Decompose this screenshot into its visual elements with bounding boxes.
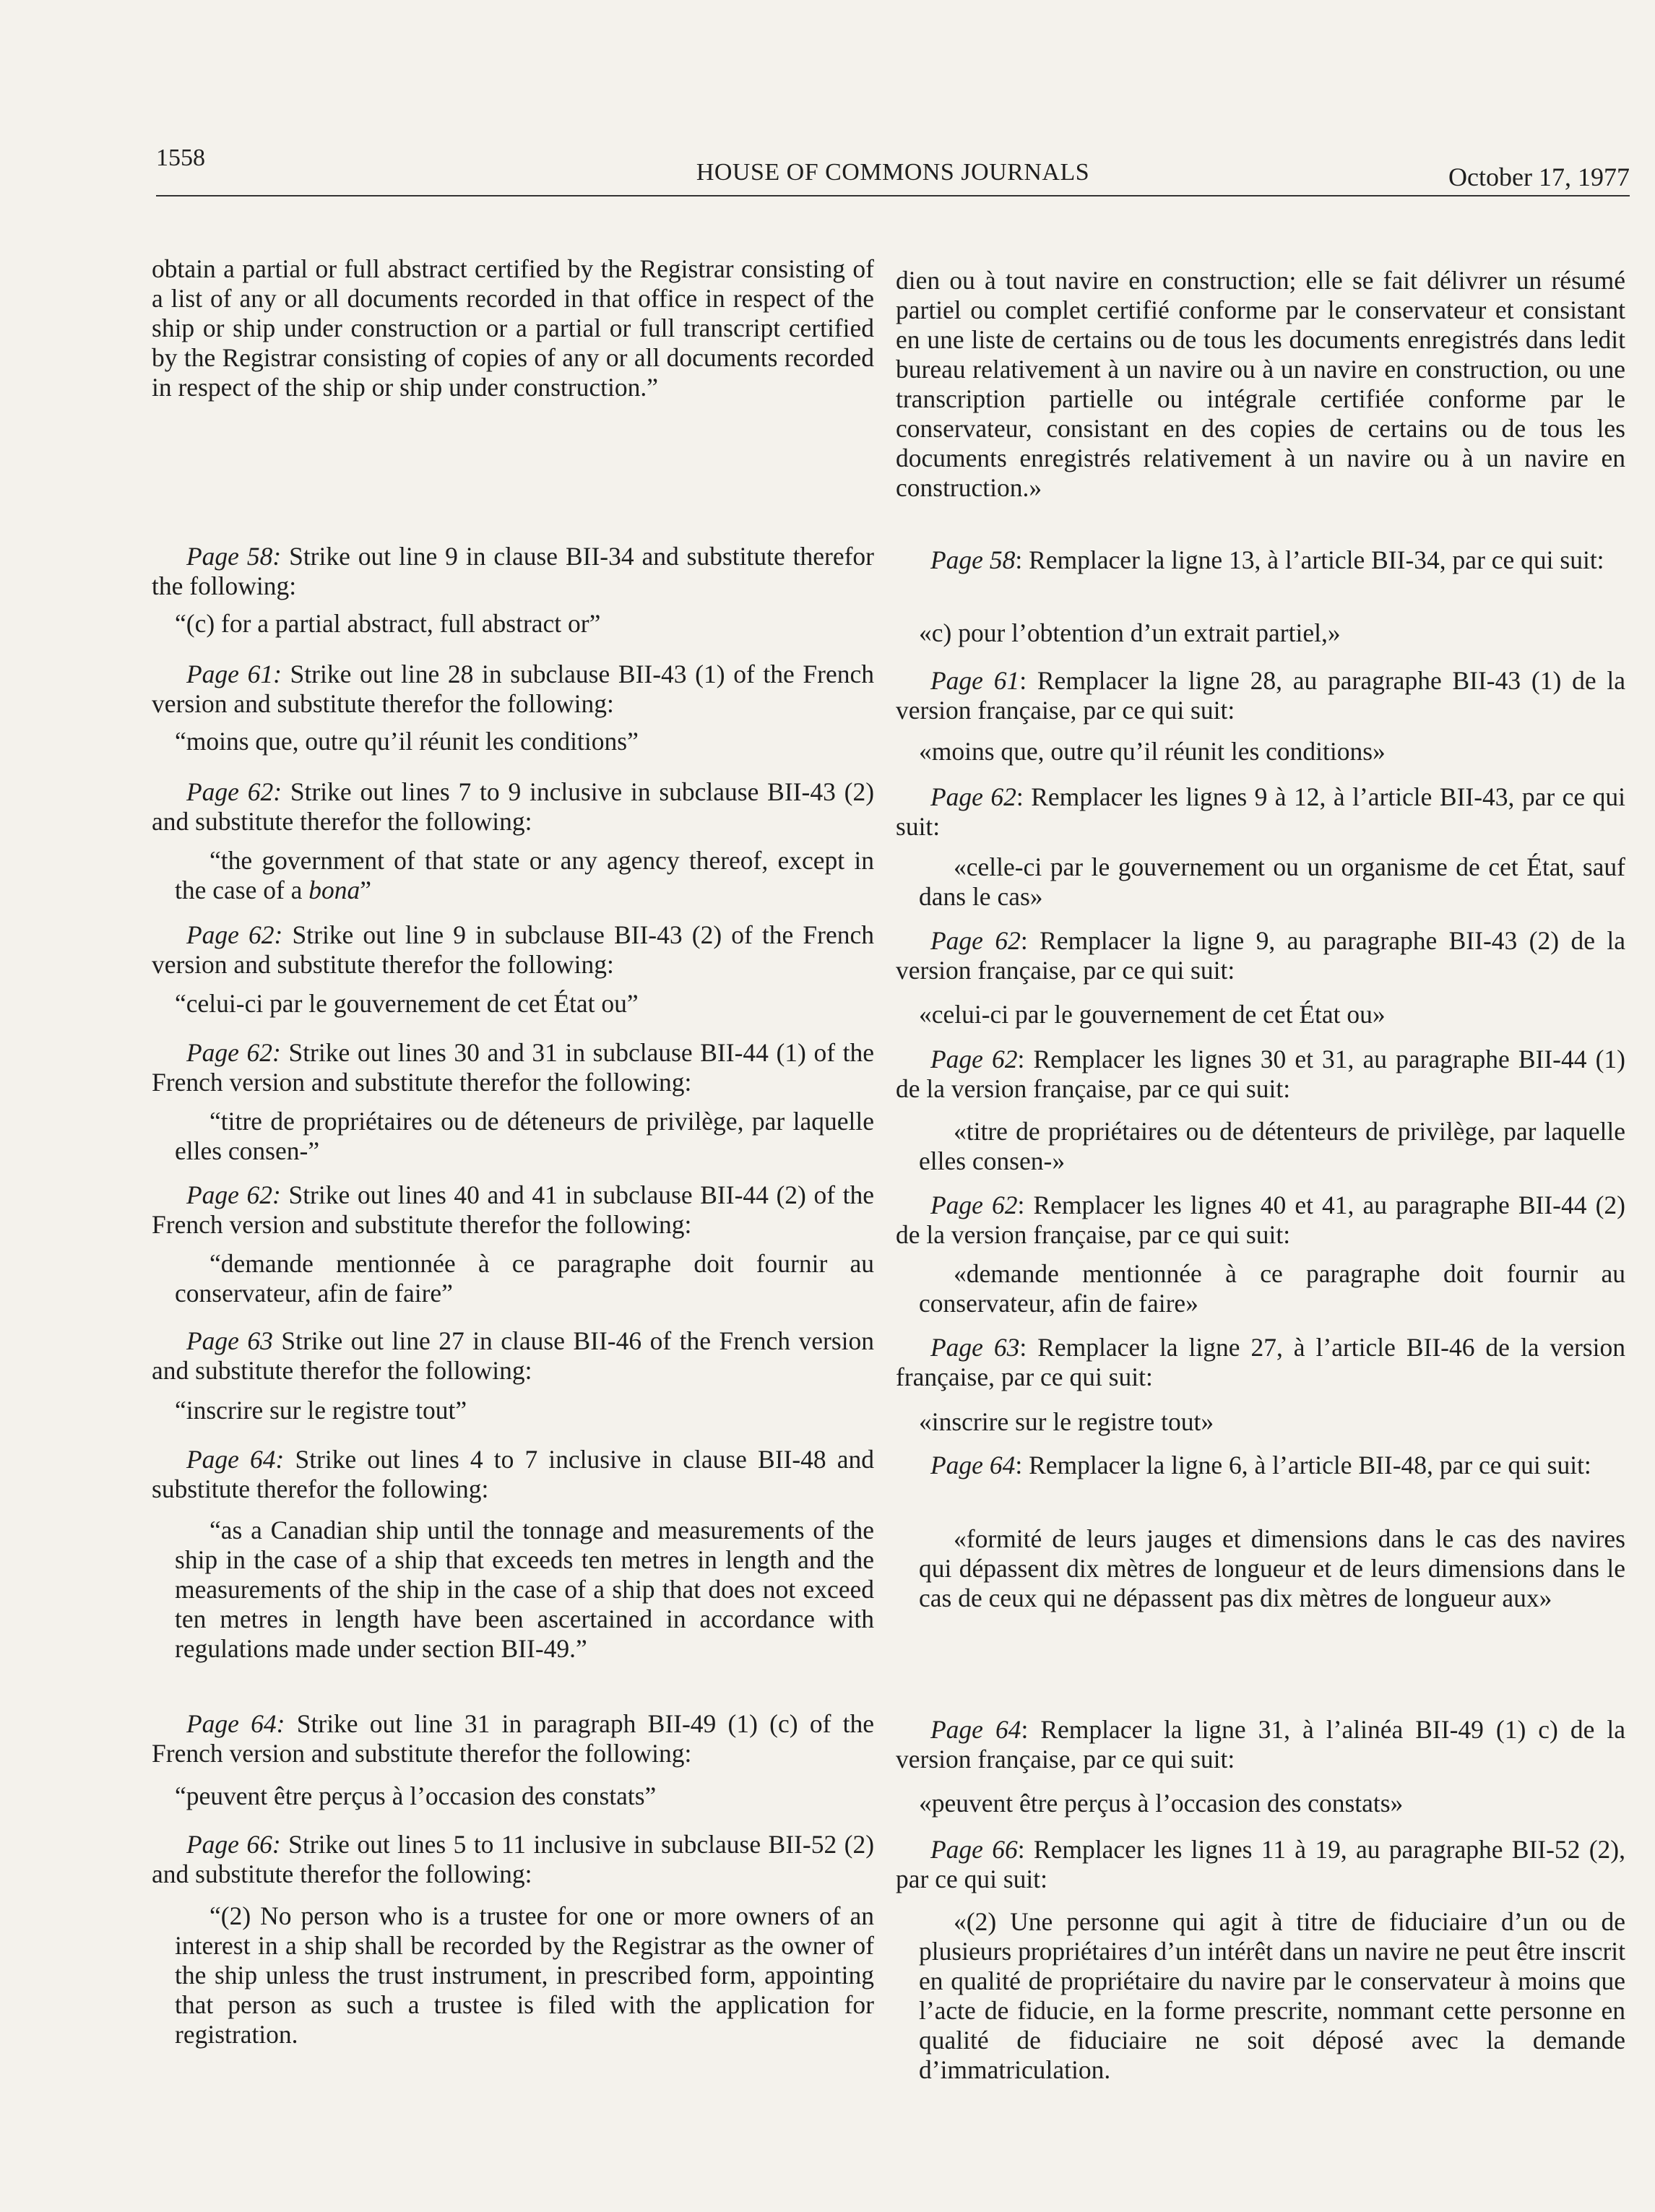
french-amendment-quote: «peuvent être perçus à l’occasion des constats» (919, 1789, 1404, 1818)
instruction-text: : Remplacer la ligne 6, à l’article BII-48, par ce qui suit: (1015, 1451, 1591, 1479)
quote-italic-term: bona (308, 876, 360, 904)
page-number: 1558 (156, 144, 205, 171)
french-amendment-instruction (896, 1451, 1625, 1480)
page-reference: Page 58: (186, 542, 282, 571)
english-amendment-instruction (152, 1445, 874, 1504)
page-reference: Page 63 (930, 1333, 1020, 1362)
header-date: October 17, 1977 (1448, 163, 1630, 191)
french-amendment-quote: «celle-ci par le gouvernement ou un organisme de cet État, sauf dans le cas» (919, 852, 1625, 911)
english-amendment-quote: “titre de propriétaires ou de déteneurs de privilège, par laquelle elles consen-” (175, 1107, 874, 1165)
instruction-text: : Remplacer les lignes 30 et 31, au paragraphe BII-44 (1) de la version française, par ce qui suit: (896, 1045, 1625, 1103)
english-amendment-instruction (152, 1180, 874, 1240)
instruction-text: Strike out line 28 in subclause BII-43 (1) of the French version and substitute therefor the following: (152, 660, 875, 718)
instruction-text: : Remplacer la ligne 31, à l’alinéa BII-49 (1) c) de la version française, par ce qui suit: (896, 1715, 1625, 1774)
english-amendment-quote: “peuvent être perçus à l’occasion des constats” (175, 1781, 657, 1810)
french-amendment-instruction (896, 1333, 1625, 1392)
english-intro: obtain a partial or full abstract certified by the Registrar consisting of a list of any or all documents recorded in that office in respect of the ship or ship under construction or a partial or full transcript certified by the Registrar consisting of copies of any or all documents recorded in respect of the ship or ship under construction.” (152, 254, 874, 402)
instruction-text: : Remplacer la ligne 27, à l’article BII-46 de la version française, par ce qui suit: (896, 1333, 1625, 1391)
english-amendment-instruction (152, 660, 874, 719)
french-amendment-quote: «titre de propriétaires ou de détenteurs de privilège, par laquelle elles consen-» (919, 1117, 1625, 1175)
instruction-text: Strike out line 31 in paragraph BII-49 (1) (c) of the French version and substitute therefor the following: (152, 1709, 874, 1768)
english-amendment-instruction (152, 1326, 874, 1386)
instruction-text: Strike out line 9 in clause BII-34 and substitute therefor the following: (152, 542, 874, 600)
french-amendment-quote: «(2) Une personne qui agit à titre de fiduciaire d’un ou de plusieurs propriétaires d’un intérêt dans un navire ne peut être inscrit en qualité de propriétaire du navire par le conservateur à moins que l’acte de fiducie, en la forme prescrite, nommant cette personne en qualité de fiduciaire ne soit déposé avec la demande d’immatriculation. (919, 1907, 1625, 2084)
page-reference: Page 62: (186, 777, 282, 806)
page-header (156, 144, 1630, 195)
french-amendment-quote: «c) pour l’obtention d’un extrait partiel,» (919, 618, 1341, 647)
page-reference: Page 62 (930, 1045, 1018, 1073)
english-amendment-quote: “moins que, outre qu’il réunit les conditions” (175, 727, 639, 756)
page-reference: Page 62 (930, 1191, 1018, 1219)
french-amendment-instruction (896, 926, 1625, 985)
english-amendment-quote: “(2) No person who is a trustee for one or more owners of an interest in a ship shall be recorded by the Registrar as the owner of the ship unless the trust instrument, in prescribed form, appointing that person as such a trustee is filed with the application for registration. (175, 1901, 874, 2049)
english-amendment-instruction (152, 542, 874, 601)
journal-title: HOUSE OF COMMONS JOURNALS (696, 159, 1090, 186)
english-amendment-quote: “celui-ci par le gouvernement de cet État ou” (175, 989, 639, 1018)
page-reference: Page 62: (186, 1180, 281, 1209)
page-reference: Page 61 (930, 666, 1020, 695)
french-amendment-quote: «inscrire sur le registre tout» (919, 1407, 1214, 1436)
french-amendment-quote: «moins que, outre qu’il réunit les conditions» (919, 737, 1386, 766)
page-reference: Page 61: (186, 660, 282, 688)
english-amendment-quote: “inscrire sur le registre tout” (175, 1396, 467, 1425)
page-reference: Page 64 (930, 1715, 1021, 1744)
instruction-text: : Remplacer les lignes 9 à 12, à l’article BII-43, par ce qui suit: (896, 782, 1625, 841)
page-reference: Page 58 (930, 545, 1016, 574)
english-amendment-instruction (152, 1038, 874, 1097)
french-amendment-quote: «demande mentionnée à ce paragraphe doit fournir au conservateur, afin de faire» (919, 1259, 1625, 1318)
english-amendment-instruction (152, 920, 874, 980)
instruction-text: : Remplacer la ligne 9, au paragraphe BII-43 (2) de la version française, par ce qui suit: (896, 926, 1625, 985)
page-reference: Page 66 (930, 1835, 1018, 1864)
quote-close: ” (360, 876, 372, 904)
page-reference: Page 63 (186, 1326, 273, 1355)
quote-text: “the government of that state or any agency thereof, except in the case of a (175, 846, 874, 904)
english-amendment-instruction (152, 1830, 874, 1889)
french-amendment-quote: «formité de leurs jauges et dimensions dans le cas des navires qui dépassent dix mètres de longueur et de leurs dimensions dans le cas de ceux qui ne dépassent pas dix mètres de longueur aux» (919, 1524, 1625, 1612)
instruction-text: Strike out lines 30 and 31 in subclause BII-44 (1) of the French version and substitute therefor the following: (152, 1038, 875, 1097)
header-divider (156, 195, 1630, 196)
english-amendment-instruction (152, 777, 874, 837)
page-reference: Page 64 (930, 1451, 1016, 1479)
instruction-text: Strike out line 9 in subclause BII-43 (2) of the French version and substitute therefor the following: (152, 920, 875, 979)
instruction-text: Strike out line 27 in clause BII-46 of the French version and substitute therefor the following: (152, 1326, 875, 1385)
page-reference: Page 62: (186, 920, 283, 949)
instruction-text: : Remplacer la ligne 28, au paragraphe BII-43 (1) de la version française, par ce qui suit: (896, 666, 1625, 725)
french-intro: dien ou à tout navire en construction; elle se fait délivrer un résumé partiel ou complet certifié conforme par le conservateur et consistant en une liste de certains ou de tous les documents enregistrés dans ledit bureau relativement à un navire ou à un navire en construction, ou une transcription partielle ou intégrale certifiée conforme par le conservateur, consistant en des copies de certains ou de tous les documents enregistrés relativement à un navire ou à un navire en construction.» (896, 266, 1625, 502)
french-amendment-quote: «celui-ci par le gouvernement de cet État ou» (919, 1000, 1386, 1029)
instruction-text: Strike out lines 7 to 9 inclusive in subclause BII-43 (2) and substitute therefor the following: (152, 777, 875, 836)
english-amendment-quote (152, 846, 874, 905)
french-amendment-instruction (896, 1715, 1625, 1774)
page-reference: Page 64: (186, 1709, 285, 1738)
page-reference: Page 62 (930, 782, 1016, 811)
english-amendment-quote: “demande mentionnée à ce paragraphe doit fournir au conservateur, afin de faire” (175, 1249, 874, 1308)
french-amendment-instruction (896, 545, 1625, 575)
page-reference: Page 62 (930, 926, 1021, 955)
instruction-text: : Remplacer les lignes 40 et 41, au paragraphe BII-44 (2) de la version française, par ce qui suit: (896, 1191, 1625, 1249)
english-amendment-quote: “(c) for a partial abstract, full abstract or” (175, 609, 601, 638)
french-amendment-instruction (896, 782, 1625, 842)
instruction-text: Strike out lines 40 and 41 in subclause BII-44 (2) of the French version and substitute therefor the following: (152, 1180, 875, 1239)
page-reference: Page 62: (186, 1038, 281, 1067)
instruction-text: Strike out lines 5 to 11 inclusive in subclause BII-52 (2) and substitute therefor the following: (152, 1830, 875, 1888)
instruction-text: : Remplacer la ligne 13, à l’article BII-34, par ce qui suit: (1015, 545, 1604, 574)
instruction-text: : Remplacer les lignes 11 à 19, au paragraphe BII-52 (2), par ce qui suit: (896, 1835, 1625, 1893)
instruction-text: Strike out lines 4 to 7 inclusive in clause BII-48 and substitute therefor the following: (152, 1445, 875, 1503)
french-amendment-instruction (896, 1835, 1625, 1894)
page-reference: Page 64: (186, 1445, 285, 1474)
english-amendment-instruction (152, 1709, 874, 1768)
page-reference: Page 66: (186, 1830, 281, 1859)
french-amendment-instruction (896, 666, 1625, 725)
french-amendment-instruction (896, 1191, 1625, 1250)
french-amendment-instruction (896, 1045, 1625, 1104)
english-amendment-quote: “as a Canadian ship until the tonnage and measurements of the ship in the case of a ship that exceeds ten metres in length and the measurements of the ship in the case of a ship that does not exceed ten metres in length have been ascertained in accordance with regulations made under section BII-49.” (175, 1516, 874, 1663)
